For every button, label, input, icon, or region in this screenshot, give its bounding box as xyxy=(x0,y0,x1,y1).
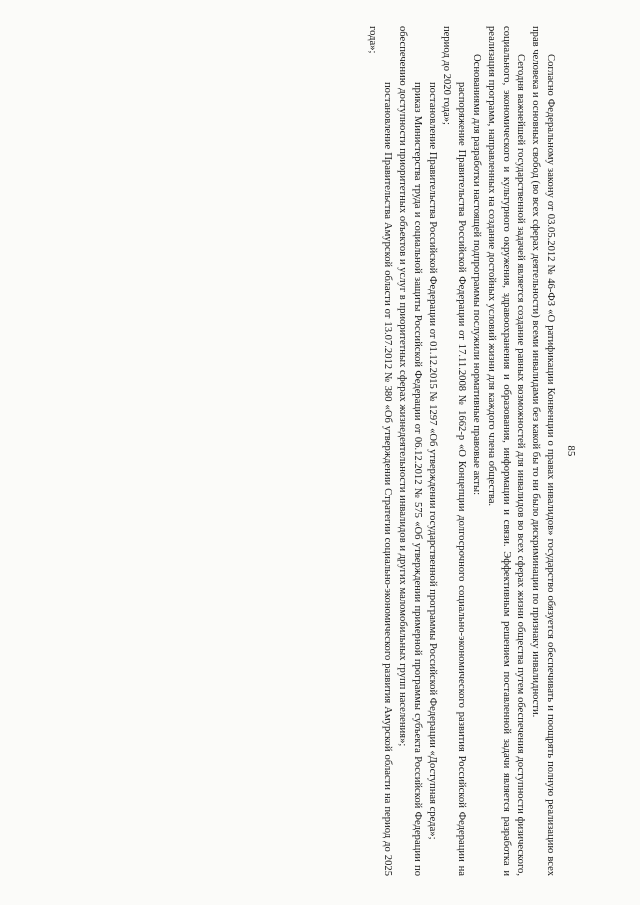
legal-act-item: распоряжение Правительства Российской Федерации от 17.11.2008 № 1662-р «О Концепции долгосрочного социально-экономического развития Российской Федерации на период до 2020 года»; xyxy=(441,26,468,876)
page-number: 85 xyxy=(565,445,576,457)
legal-act-item: постановление Правительства Амурской области от 13.07.2012 № 380 «Об утверждении Стратегии социально-экономического развития Амурской области на период до 2025 года»; xyxy=(367,26,394,876)
legal-act-item: приказ Министерства труда и социальной защиты Российской Федерации от 06.12.2012 № 575 «Об утверждении примерной программы субъекта Российской Федерации по обеспечению доступности приоритетных объектов и услуг в приоритетных сферах жизнедеятельности инвалидов и других маломобильных групп населения»; xyxy=(397,26,423,876)
paragraph: Сегодня важнейшей государственной задачей является создание равных возможностей для инвалидов во всех сферах жизни общества путем обеспечения доступности физического, социального, экономического и культурного окружения, здравоохранения и образования, информации и связи. Эффективным решением поставленной задачи является разработка и реализация программ, направленных на создание достойных условий жизни для каждого члена общества. xyxy=(485,26,527,876)
legal-act-item: постановление Правительства Российской Федерации от 01.12.2015 № 1297 «Об утверждении государственной программы Российской Федерации «Доступная среда»; xyxy=(426,82,438,840)
paragraph: Согласно Федеральному закону от 03.05.2012 № 46-ФЗ «О ратификации Конвенции о правах инвалидов» государство обязуется обеспечивать и поощрять полную реализацию всех прав человека и основных свобод (во всех сферах деятельности) всеми инвалидами без какой бы то ни было дискриминации по признаку инвалидности. xyxy=(530,26,556,876)
paragraph: Основаниями для разработки настоящей подпрограммы послужили нормативные правовые акты: xyxy=(471,54,483,496)
document-body xyxy=(57,26,557,876)
rotated-text-block xyxy=(57,26,577,876)
